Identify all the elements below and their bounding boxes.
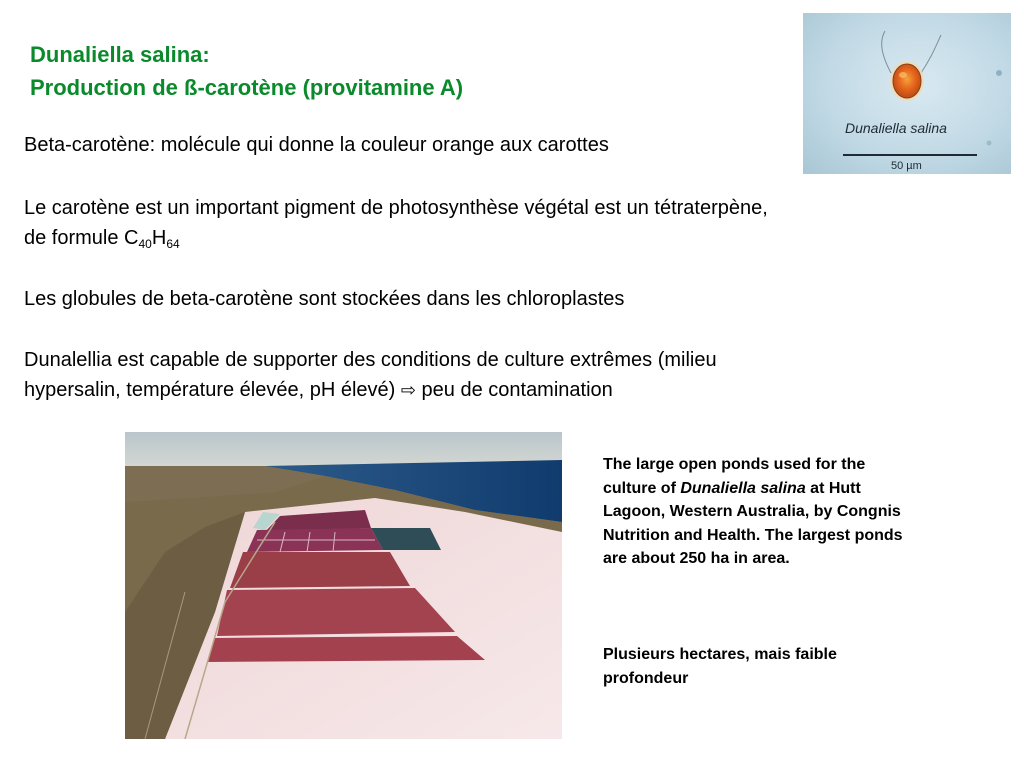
formula-prefix: de formule C [24, 227, 139, 249]
formula-sub-64: 64 [166, 237, 180, 251]
micrograph-image [803, 13, 1011, 174]
caption-text-2: at Hutt Lagoon, Western Australia, by Congnis Nutrition and Health. The largest ponds are about 250 ha in area. [603, 479, 903, 567]
formula-line-1: Le carotène est un important pigment de photosynthèse végétal est un tétraterpène, [24, 197, 768, 219]
ponds-caption [603, 453, 923, 571]
paragraph-carotene-formula [24, 193, 994, 253]
title-line-1: Dunaliella salina: [30, 42, 210, 67]
title-line-2: Production de ß-carotène (provitamine A) [30, 75, 464, 100]
conditions-line-1: Dunalellia est capable de supporter des conditions de culture extrêmes (milieu [24, 349, 717, 371]
ponds-note: Plusieurs hectares, mais faible profondeur [603, 646, 837, 687]
conditions-line-2b: peu de contamination [421, 379, 613, 401]
micrograph-scale: 50 µm [891, 160, 922, 172]
caption-species: Dunaliella salina [680, 479, 806, 497]
caption-text-1: The large open ponds used for the culture of [603, 456, 866, 497]
micrograph-illustration [803, 13, 1011, 174]
paragraph-culture-conditions [24, 345, 984, 405]
paragraph-globules: Les globules de beta-carotène sont stockées dans les chloroplastes [24, 288, 625, 310]
conditions-line-2a: hypersalin, température élevée, pH élevé) [24, 379, 396, 401]
formula-h: H [151, 227, 167, 249]
slide-title [30, 38, 463, 104]
arrow-icon: ⇨ [400, 380, 416, 400]
ponds-illustration [125, 432, 562, 739]
paragraph-beta-carotene: Beta-carotène: molécule qui donne la couleur orange aux carottes [24, 134, 609, 156]
formula-sub-40: 40 [138, 237, 152, 251]
micrograph-label: Dunaliella salina [845, 120, 947, 136]
ponds-aerial-photo [125, 432, 562, 739]
